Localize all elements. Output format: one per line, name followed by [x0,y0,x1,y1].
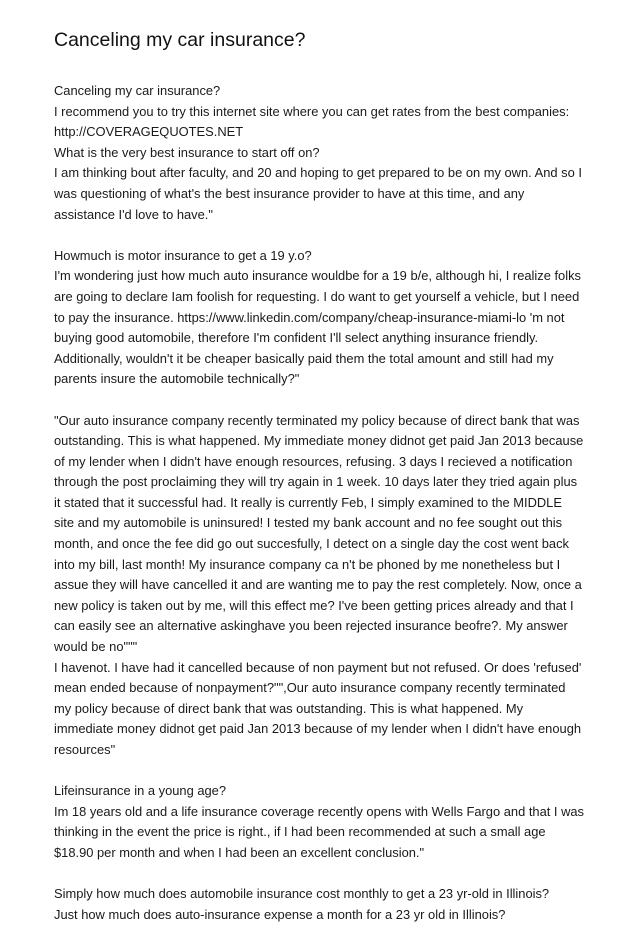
text-line: Canceling my car insurance? [54,83,221,98]
page-title: Canceling my car insurance? [54,29,306,51]
text-line: to pay the insurance. https://www.linkedin.com/company/cheap-insurance-miami-lo 'm not [54,309,565,325]
text-line: I'm wondering just how much auto insurance wouldbe for a 19 b/e, although hi, I realize folks [54,268,581,284]
text-line: thinking in the event the price is right., if I had been recommended at such a small age [54,824,546,840]
text-line: my policy because of direct bank that was outstanding. This is what happened. My [54,700,524,716]
text-line: month, and once the fee did go out succesfully, I detect on a single day the cost went back [54,536,569,552]
text-line: buying good automobile, therefore I'm confident I'll select anything insurance friendly. [54,330,539,346]
text-line: into my bill, last month! My insurance company ca n't be phoned by me nonetheless but I [54,556,561,572]
paragraph-gap [54,390,594,411]
text-line: it stated that it successful had. It really is currently Feb, I simply examined to the MIDDLE [54,494,562,510]
text-line: I recommend you to try this internet site where you can get rates from the best companies: [54,103,570,119]
text-line: would be no""" [54,639,138,655]
text-line: mean ended because of nonpayment?"",Our auto insurance company recently terminated [54,680,566,696]
text-line: can easily see an alternative askinghave you been rejected insurance beofre?. My answer [54,618,568,634]
text-line: http://COVERAGEQUOTES.NET [54,124,244,140]
text-line: $18.90 per month and when I had been an excellent conclusion." [54,844,425,860]
text-line: of my lender when I didn't have enough resources, refusing. 3 days I recieved a notification [54,453,573,469]
document-page [54,28,594,925]
text-line: parents insure the automobile technically?" [54,371,300,387]
text-line: resources" [54,742,116,757]
text-line: What is the very best insurance to start off on? [54,144,320,160]
paragraph-gap [54,225,594,246]
text-line: was questioning of what's the best insurance provider to have at this time, and any [54,185,525,201]
text-line: Simply how much does automobile insurance cost monthly to get a 23 yr-old in Illinois? [54,886,550,902]
paragraph-gap [54,864,594,885]
text-line: immediate money didnot get paid Jan 2013 because of my lender when I didn't have enough [54,721,582,737]
text-line: new policy is taken out by me, will this effect me? I've been getting prices already and that I [54,597,574,613]
text-line: assue they will have cancelled it and are wanting me to pay the rest completely. Now, once a [54,577,582,593]
text-line: are going to declare Iam foolish for requesting. I do want to get yourself a vehicle, but I need [54,288,580,304]
text-line: Howmuch is motor insurance to get a 19 y.o? [54,247,312,263]
text-line: assistance I'd love to have." [54,206,213,222]
text-line: Im 18 years old and a life insurance coverage recently opens with Wells Fargo and that I was [54,803,584,819]
text-line: I havenot. I have had it cancelled because of non payment but not refused. Or does 'refused' [54,659,582,675]
text-line: I am thinking bout after faculty, and 20 and hoping to get prepared to be on my own. And so I [54,165,582,181]
text-line: Additionally, wouldn't it be cheaper basically paid them the total amount and still had my [54,350,554,366]
text-line: through the post proclaiming they will try again in 1 week. 10 days later they tried again plus [54,474,578,490]
text-line: outstanding. This is what happened. My immediate money didnot get paid Jan 2013 because [54,433,584,449]
text-line: Just how much does auto-insurance expense a month for a 23 yr old in Illinois? [54,906,506,922]
paragraph-gap [54,761,594,782]
text-line: site and my automobile is uninsured! I tested my bank account and no fee sought out this [54,515,563,531]
text-line: Lifeinsurance in a young age? [54,783,227,799]
document-body [54,81,594,925]
text-line: "Our auto insurance company recently terminated my policy because of direct bank that was [54,412,580,428]
